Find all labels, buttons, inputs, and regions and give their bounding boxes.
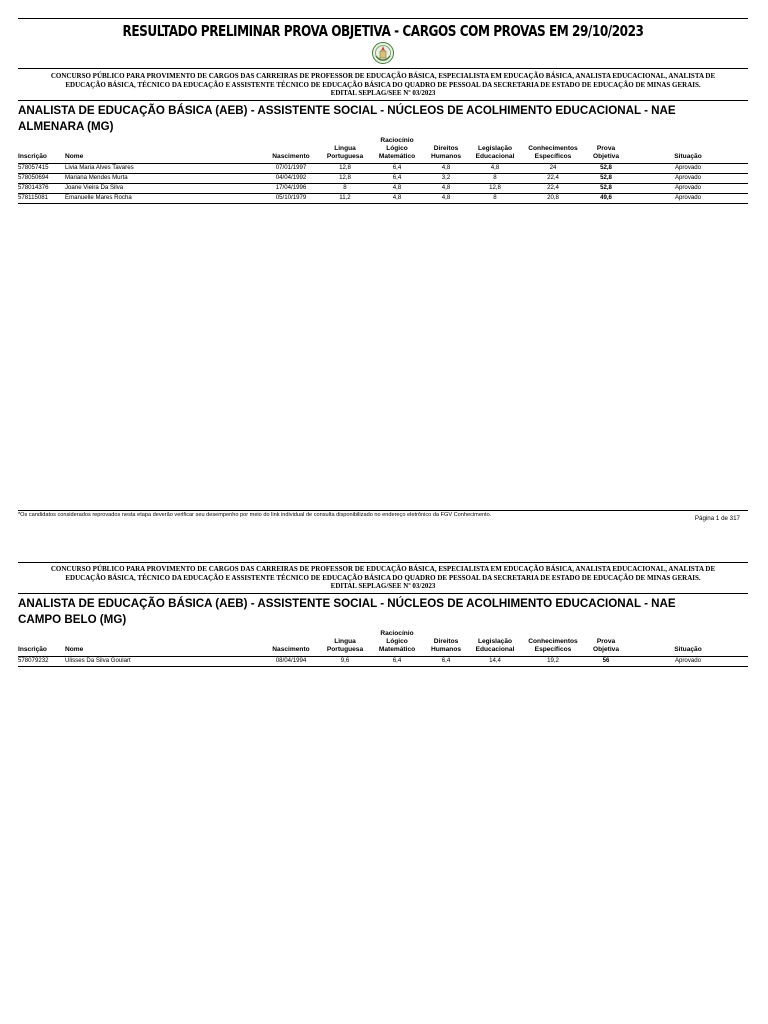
col-legislacao: Legislação Educacional [468, 630, 522, 657]
cell-raciocinio: 4,8 [370, 193, 424, 203]
cell-nascimento: 08/04/1994 [262, 656, 320, 666]
cell-inscricao: 578115081 [18, 193, 65, 203]
coat-of-arms-seal [371, 41, 395, 65]
cell-nome: Livia Maria Alves Tavares [65, 163, 262, 173]
cell-conhecimentos: 19,2 [522, 656, 584, 666]
cell-raciocinio: 6,4 [370, 173, 424, 183]
col-prova: Prova Objetiva [584, 630, 628, 657]
col-legislacao: Legislação Educacional [468, 137, 522, 164]
edital-line: EDITAL SEPLAG/SEE Nº 03/2023 [330, 89, 436, 98]
cell-prova: 49,6 [584, 193, 628, 203]
col-nascimento: Nascimento [262, 137, 320, 164]
table-row [18, 183, 748, 193]
cell-inscricao: 578014376 [18, 183, 65, 193]
concurso-line: CONCURSO PÚBLICO PARA PROVIMENTO DE CARGOS DAS CARREIRAS DE PROFESSOR DE EDUCAÇÃO BÁSICA, ESPECIALISTA EM EDUCAÇÃO BÁSICA, ANALISTA EDUCACIONAL, ANALISTA DE [50, 72, 716, 80]
table-row [18, 193, 748, 203]
cell-nome: Joane Vieira Da Silva [65, 183, 262, 193]
cell-legislacao: 8 [468, 193, 522, 203]
col-conhecimentos: Conhecimentos Específicos [522, 137, 584, 164]
col-situacao: Situação [628, 630, 748, 657]
concurso-header [18, 72, 748, 98]
header-rule [18, 68, 748, 69]
cell-nome: Mariana Mendes Murta [65, 173, 262, 183]
cell-nascimento: 17/04/1996 [262, 183, 320, 193]
cargo-location: ALMENARA (MG) [18, 119, 114, 133]
cell-inscricao: 578057415 [18, 163, 65, 173]
concurso-header [18, 565, 748, 591]
cell-conhecimentos: 20,8 [522, 193, 584, 203]
col-inscricao: Inscrição [18, 137, 65, 164]
cell-nome: Ulisses Da Silva Goulart [65, 656, 262, 666]
col-nome: Nome [65, 137, 262, 164]
cell-situacao: Aprovado [628, 183, 748, 193]
cell-nascimento: 07/01/1997 [262, 163, 320, 173]
col-raciocinio: Raciocínio Lógico Matemático [370, 630, 424, 657]
cell-legislacao: 14,4 [468, 656, 522, 666]
cell-direitos: 4,8 [424, 183, 468, 193]
results-table [18, 630, 748, 667]
cell-direitos: 6,4 [424, 656, 468, 666]
col-conhecimentos: Conhecimentos Específicos [522, 630, 584, 657]
cell-lingua: 9,6 [320, 656, 370, 666]
cell-situacao: Aprovado [628, 173, 748, 183]
table-row [18, 173, 748, 183]
cargo-line: ANALISTA DE EDUCAÇÃO BÁSICA (AEB) - ASSISTENTE SOCIAL - NÚCLEOS DE ACOLHIMENTO EDUCACIONAL - NAE [18, 596, 676, 610]
cargo-line: ANALISTA DE EDUCAÇÃO BÁSICA (AEB) - ASSISTENTE SOCIAL - NÚCLEOS DE ACOLHIMENTO EDUCACIONAL - NAE [18, 103, 676, 117]
edital-line: EDITAL SEPLAG/SEE Nº 03/2023 [330, 582, 436, 591]
cell-situacao: Aprovado [628, 656, 748, 666]
cell-legislacao: 12,8 [468, 183, 522, 193]
cell-conhecimentos: 22,4 [522, 173, 584, 183]
cell-lingua: 12,8 [320, 173, 370, 183]
header-rule [18, 562, 748, 563]
cell-nascimento: 05/10/1979 [262, 193, 320, 203]
cargo-location: CAMPO BELO (MG) [18, 612, 127, 626]
cell-raciocinio: 4,8 [370, 183, 424, 193]
col-direitos: Direitos Humanos [424, 137, 468, 164]
col-raciocinio: Raciocínio Lógico Matemático [370, 137, 424, 164]
col-situacao: Situação [628, 137, 748, 164]
col-lingua: Lingua Portuguesa [320, 137, 370, 164]
cell-direitos: 3,2 [424, 173, 468, 183]
cell-nascimento: 04/04/1992 [262, 173, 320, 183]
col-inscricao: Inscrição [18, 630, 65, 657]
cell-direitos: 4,8 [424, 163, 468, 173]
cell-prova: 52,8 [584, 163, 628, 173]
cell-inscricao: 578079232 [18, 656, 65, 666]
cell-prova: 56 [584, 656, 628, 666]
cell-direitos: 4,8 [424, 193, 468, 203]
page-header [18, 18, 748, 204]
footnote-text: *Os candidatos considerados reprovados nesta etapa deverão verificar seu desempenho por meio do link individual de consulta disponibilizado no endereço eletrônico da FGV Conhecimento. [18, 512, 492, 518]
document-title: RESULTADO PRELIMINAR PROVA OBJETIVA - CARGOS COM PROVAS EM 29/10/2023 [122, 22, 644, 40]
cell-conhecimentos: 24 [522, 163, 584, 173]
cell-inscricao: 578050694 [18, 173, 65, 183]
page-number: Página 1 de 317 [694, 515, 740, 522]
concurso-rule [18, 100, 748, 101]
cell-prova: 52,8 [584, 183, 628, 193]
cell-lingua: 12,8 [320, 163, 370, 173]
cell-situacao: Aprovado [628, 193, 748, 203]
col-lingua: Lingua Portuguesa [320, 630, 370, 657]
col-nome: Nome [65, 630, 262, 657]
cargo-title [18, 596, 748, 628]
cell-conhecimentos: 22,4 [522, 183, 584, 193]
cell-raciocinio: 6,4 [370, 163, 424, 173]
concurso-line: CONCURSO PÚBLICO PARA PROVIMENTO DE CARGOS DAS CARREIRAS DE PROFESSOR DE EDUCAÇÃO BÁSICA, ESPECIALISTA EM EDUCAÇÃO BÁSICA, ANALISTA EDUCACIONAL, ANALISTA DE [50, 565, 716, 573]
concurso-line: EDUCAÇÃO BÁSICA, TÉCNICO DA EDUCAÇÃO E ASSISTENTE TÉCNICO DE EDUCAÇÃO BÁSICA DO QUADRO DE PESSOAL DA SECRETARIA DE ESTADO DE EDUCAÇÃO DE MINAS GERAIS. [65, 80, 701, 89]
concurso-rule [18, 593, 748, 594]
col-prova: Prova Objetiva [584, 137, 628, 164]
cell-nome: Emanuelle Mares Rocha [65, 193, 262, 203]
col-direitos: Direitos Humanos [424, 630, 468, 657]
cell-lingua: 8 [320, 183, 370, 193]
table-row [18, 163, 748, 173]
col-nascimento: Nascimento [262, 630, 320, 657]
concurso-line: EDUCAÇÃO BÁSICA, TÉCNICO DA EDUCAÇÃO E ASSISTENTE TÉCNICO DE EDUCAÇÃO BÁSICA DO QUADRO DE PESSOAL DA SECRETARIA DE ESTADO DE EDUCAÇÃO DE MINAS GERAIS. [65, 573, 701, 582]
cell-legislacao: 8 [468, 173, 522, 183]
results-table [18, 137, 748, 204]
cargo-title [18, 103, 748, 135]
table-row [18, 656, 748, 666]
cell-legislacao: 4,8 [468, 163, 522, 173]
top-rule [18, 18, 748, 19]
cell-raciocinio: 6,4 [370, 656, 424, 666]
cell-situacao: Aprovado [628, 163, 748, 173]
page-header-2 [18, 562, 748, 667]
cell-prova: 52,8 [584, 173, 628, 183]
footnote [18, 510, 748, 518]
cell-lingua: 11,2 [320, 193, 370, 203]
